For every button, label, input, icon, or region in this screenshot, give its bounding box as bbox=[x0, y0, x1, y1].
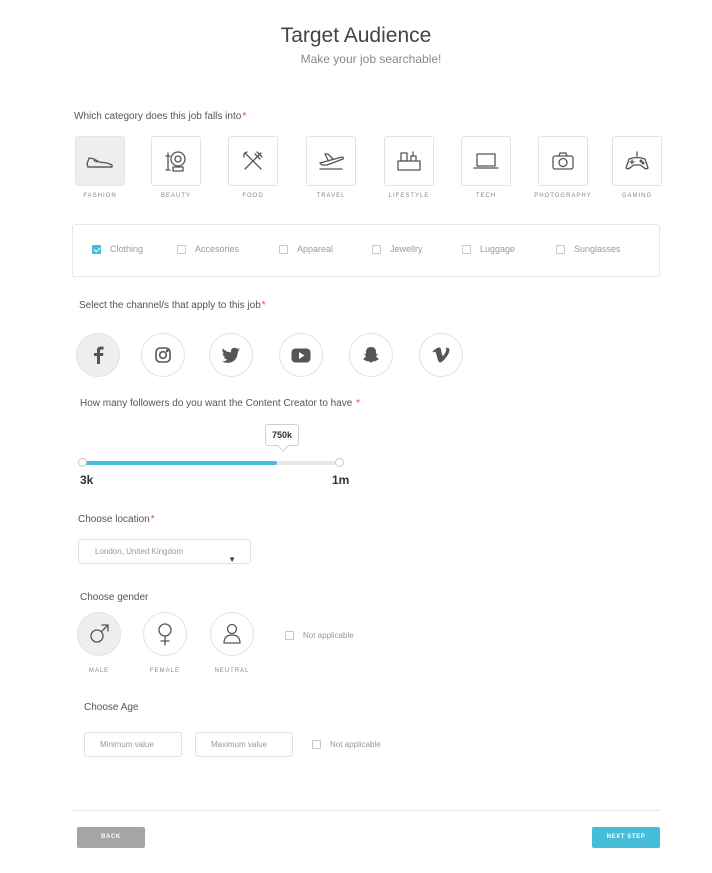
category-tech[interactable] bbox=[461, 136, 511, 199]
location-value: London, United Kingdom bbox=[95, 547, 184, 556]
category-tile[interactable] bbox=[75, 136, 125, 186]
followers-question-text: How many followers do you want the Content Creator to have bbox=[80, 398, 353, 409]
gender-question: Choose gender bbox=[80, 592, 149, 603]
subcategory-label: Luggage bbox=[480, 244, 516, 254]
gender-label: NEUTRAL bbox=[214, 668, 250, 674]
person-icon bbox=[222, 623, 242, 645]
checkbox[interactable] bbox=[312, 740, 321, 749]
gender-neutral[interactable] bbox=[210, 612, 254, 656]
age-max-input[interactable] bbox=[195, 732, 293, 757]
lifestyle-icon bbox=[396, 149, 422, 173]
category-beauty[interactable] bbox=[151, 136, 201, 199]
subcategory-label: Appareal bbox=[297, 244, 334, 254]
page-title: Target Audience bbox=[280, 24, 432, 47]
channel-youtube[interactable] bbox=[279, 333, 323, 377]
subcategory-luggage[interactable] bbox=[462, 244, 515, 254]
channel-snapchat[interactable] bbox=[349, 333, 393, 377]
gender-female[interactable] bbox=[143, 612, 187, 656]
not-applicable-label: Not applicable bbox=[303, 631, 354, 640]
laptop-icon bbox=[472, 151, 500, 171]
vimeo-icon bbox=[432, 347, 450, 363]
subcategory-label: Jewellry bbox=[390, 244, 423, 254]
category-label: PHOTOGRAPHY bbox=[534, 193, 592, 199]
slider-max-label: 1m bbox=[332, 473, 350, 487]
gamepad-icon bbox=[624, 150, 650, 172]
subcategory-jewellry[interactable] bbox=[372, 244, 423, 254]
gender-label: MALE bbox=[88, 668, 110, 674]
facebook-icon bbox=[91, 346, 105, 364]
location-select[interactable] bbox=[78, 539, 251, 564]
age-question: Choose Age bbox=[84, 702, 139, 713]
category-label: TRAVEL bbox=[316, 193, 346, 199]
checkbox[interactable] bbox=[285, 631, 294, 640]
age-not-applicable[interactable] bbox=[312, 740, 381, 749]
category-tile[interactable] bbox=[461, 136, 511, 186]
checkbox[interactable] bbox=[462, 245, 471, 254]
subcategory-label: Sunglasses bbox=[574, 244, 621, 254]
category-label: GAMING bbox=[621, 193, 653, 199]
next-step-button[interactable]: NEXT STEP bbox=[592, 827, 660, 848]
category-label: TECH bbox=[475, 193, 497, 199]
category-gaming[interactable] bbox=[612, 136, 662, 199]
gender-not-applicable[interactable] bbox=[285, 631, 354, 640]
category-tile[interactable] bbox=[384, 136, 434, 186]
subcategory-sunglasses[interactable] bbox=[556, 244, 621, 254]
category-label: BEAUTY bbox=[160, 193, 191, 199]
channel-vimeo[interactable] bbox=[419, 333, 463, 377]
twitter-icon bbox=[221, 347, 241, 364]
category-label: LIFESTYLE bbox=[388, 193, 430, 199]
category-tile[interactable] bbox=[306, 136, 356, 186]
youtube-icon bbox=[291, 348, 311, 363]
category-tile[interactable] bbox=[538, 136, 588, 186]
category-tile[interactable] bbox=[228, 136, 278, 186]
fork-knife-icon bbox=[241, 149, 265, 173]
required-mark: * bbox=[356, 398, 361, 409]
category-photography[interactable] bbox=[534, 136, 592, 199]
subcategory-clothing[interactable] bbox=[92, 244, 143, 254]
subcategory-appareal[interactable] bbox=[279, 244, 333, 254]
not-applicable-label: Not applicable bbox=[330, 740, 381, 749]
slider-min-handle[interactable] bbox=[78, 458, 87, 467]
channels-question-text: Select the channel/s that apply to this job bbox=[79, 300, 261, 311]
checkbox[interactable] bbox=[372, 245, 381, 254]
airplane-icon bbox=[317, 150, 345, 172]
slider-max-handle[interactable] bbox=[335, 458, 344, 467]
male-icon bbox=[88, 623, 110, 645]
required-mark: * bbox=[261, 300, 266, 311]
category-question bbox=[74, 111, 246, 122]
camera-icon bbox=[550, 150, 576, 172]
category-question-text: Which category does this job falls into bbox=[74, 111, 242, 122]
page-subtitle: Make your job searchable! bbox=[300, 52, 442, 66]
makeup-icon bbox=[163, 148, 189, 174]
checkbox[interactable] bbox=[177, 245, 186, 254]
slider-min-label: 3k bbox=[80, 473, 94, 487]
gender-label: FEMALE bbox=[149, 668, 180, 674]
snapchat-icon bbox=[362, 346, 380, 364]
channels-question bbox=[79, 300, 266, 311]
category-label: FOOD bbox=[242, 193, 264, 199]
category-travel[interactable] bbox=[306, 136, 356, 199]
followers-slider-fill bbox=[83, 461, 277, 465]
gender-male[interactable] bbox=[77, 612, 121, 656]
channel-twitter[interactable] bbox=[209, 333, 253, 377]
category-tile[interactable] bbox=[612, 136, 662, 186]
category-food[interactable] bbox=[228, 136, 278, 199]
subcategory-label: Accesories bbox=[195, 244, 240, 254]
back-button[interactable]: BACK bbox=[77, 827, 145, 848]
subcategory-accesories[interactable] bbox=[177, 244, 239, 254]
location-question-text: Choose location bbox=[78, 514, 150, 525]
checkbox[interactable] bbox=[279, 245, 288, 254]
chevron-down-icon: ▼ bbox=[228, 555, 236, 564]
category-fashion[interactable] bbox=[75, 136, 125, 199]
required-mark: * bbox=[150, 514, 155, 525]
sneaker-icon bbox=[85, 152, 115, 170]
age-min-input[interactable] bbox=[84, 732, 182, 757]
category-lifestyle[interactable] bbox=[384, 136, 434, 199]
channel-facebook[interactable] bbox=[76, 333, 120, 377]
checkbox[interactable] bbox=[92, 245, 101, 254]
checkbox[interactable] bbox=[556, 245, 565, 254]
category-label: FASHION bbox=[83, 193, 117, 199]
footer-divider bbox=[72, 810, 660, 811]
subcategory-label: Clothing bbox=[110, 244, 144, 254]
required-mark: * bbox=[242, 111, 247, 122]
slider-value-tooltip: 750k bbox=[265, 424, 299, 446]
location-question bbox=[78, 514, 155, 525]
channel-instagram[interactable] bbox=[141, 333, 185, 377]
instagram-icon bbox=[154, 346, 172, 364]
category-tile[interactable] bbox=[151, 136, 201, 186]
female-icon bbox=[155, 622, 175, 646]
followers-question bbox=[80, 398, 360, 409]
